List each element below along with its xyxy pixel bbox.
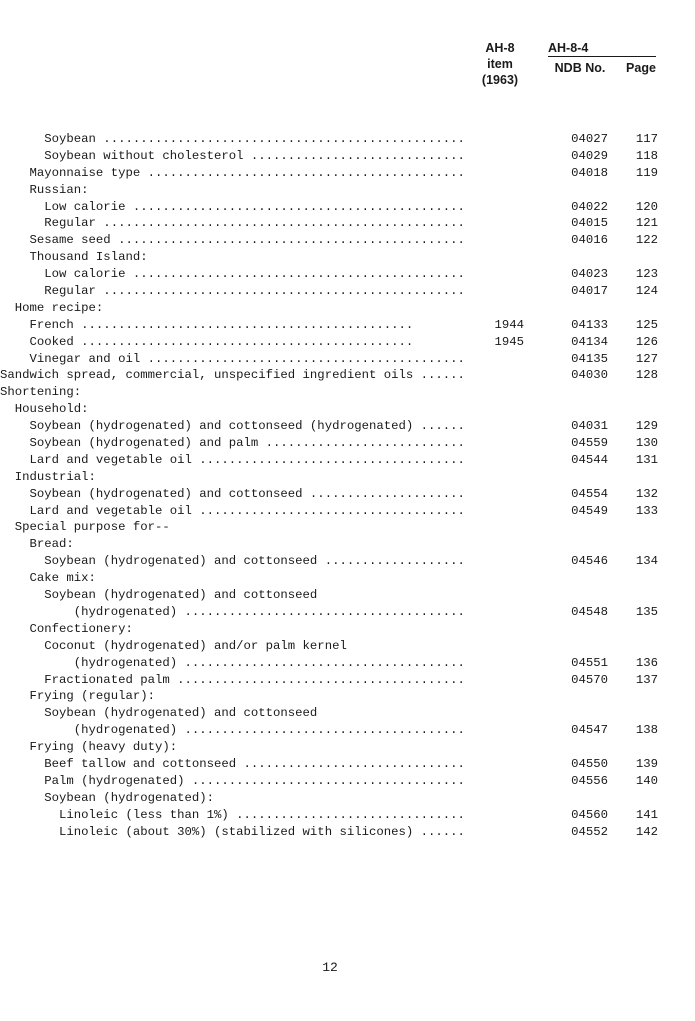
page-ref: 121 — [635, 216, 658, 231]
column-header-ndb-no: NDB No. — [554, 61, 606, 75]
entry-label: Shortening: — [0, 385, 82, 400]
entry-label: Low calorie ............................................. — [0, 267, 465, 282]
entry-label: Thousand Island: — [0, 250, 148, 265]
entry-label: Russian: — [0, 182, 89, 197]
index-row — [0, 722, 695, 739]
page-ref: 130 — [635, 436, 658, 451]
entry-label: Sesame seed ............................................... — [0, 233, 465, 248]
page-ref: 129 — [635, 419, 658, 434]
ndb-number: 04554 — [571, 486, 608, 501]
ndb-number: 04027 — [571, 132, 608, 146]
ndb-number: 04133 — [571, 317, 608, 332]
entry-label: Linoleic (less than 1%) ............................... — [0, 807, 465, 822]
entry-label: Linoleic (about 30%) (stabilized with silicones) ...... — [0, 824, 465, 839]
index-row — [0, 469, 695, 486]
index-row — [0, 435, 695, 452]
page-ref: 142 — [635, 824, 658, 839]
page-ref: 128 — [635, 368, 658, 383]
entry-label: (hydrogenated) ...................................... — [0, 655, 465, 670]
index-row — [0, 621, 695, 638]
entry-label: Household: — [0, 402, 89, 417]
index-row — [0, 688, 695, 705]
index-row — [0, 351, 695, 368]
entry-label: Soybean (hydrogenated) and cottonseed (hydrogenated) ...... — [0, 419, 465, 434]
entry-label: French ............................................. — [0, 317, 414, 332]
entry-label: Soybean (hydrogenated) and cottonseed — [0, 706, 318, 721]
index-row — [0, 705, 695, 722]
index-row — [0, 199, 695, 216]
index-row — [0, 384, 695, 401]
entry-label: Lard and vegetable oil .................................... — [0, 452, 465, 467]
index-row — [0, 536, 695, 553]
entry-label: Palm (hydrogenated) ..................................... — [0, 773, 465, 788]
ah8-label: AH-8 — [485, 41, 515, 55]
page-ref: 137 — [635, 672, 658, 687]
ndb-number: 04550 — [571, 756, 608, 771]
page-ref: 119 — [635, 165, 658, 180]
index-row — [0, 807, 695, 824]
index-row — [0, 824, 695, 841]
ndb-number: 04549 — [571, 503, 608, 518]
year-label: (1963) — [481, 73, 519, 87]
ah8-item-number: 1944 — [494, 317, 524, 332]
entry-label: Industrial: — [0, 469, 96, 484]
ndb-number: 04559 — [571, 436, 608, 451]
index-row — [0, 570, 695, 587]
index-row — [0, 232, 695, 249]
page-number: 12 — [322, 960, 338, 975]
ndb-number: 04556 — [571, 773, 608, 788]
index-row — [0, 182, 695, 199]
ndb-number: 04552 — [571, 824, 608, 839]
entry-label: Lard and vegetable oil .................................... — [0, 503, 465, 518]
ndb-number: 04029 — [571, 148, 608, 163]
column-header-page: Page — [626, 61, 656, 75]
entry-label: (hydrogenated) ...................................... — [0, 604, 465, 619]
entry-label: Bread: — [0, 537, 74, 552]
entry-label: Soybean (hydrogenated) and cottonseed ................... — [0, 554, 465, 569]
index-row — [0, 672, 695, 689]
index-row — [0, 418, 695, 435]
index-row — [0, 739, 695, 756]
page-ref: 135 — [635, 604, 658, 619]
index-row — [0, 148, 695, 165]
page-ref: 131 — [635, 452, 658, 467]
entry-label: Soybean (hydrogenated): — [0, 790, 215, 805]
entry-label: Soybean (hydrogenated) and cottonseed — [0, 588, 318, 603]
ndb-number: 04548 — [571, 604, 608, 619]
ndb-number: 04135 — [571, 351, 608, 366]
page-ref: 125 — [635, 317, 658, 332]
index-row — [0, 604, 695, 621]
entry-label: (hydrogenated) ...................................... — [0, 723, 465, 738]
entry-label: Coconut (hydrogenated) and/or palm kernel — [0, 638, 347, 653]
ndb-number: 04023 — [571, 267, 608, 282]
index-row — [0, 317, 695, 334]
ndb-number: 04016 — [571, 233, 608, 248]
ndb-number: 04018 — [571, 165, 608, 180]
index-row — [0, 334, 695, 351]
index-row — [0, 519, 695, 536]
index-row — [0, 249, 695, 266]
index-row — [0, 300, 695, 317]
entry-label: Soybean (hydrogenated) and palm ........................... — [0, 436, 465, 451]
index-row — [0, 790, 695, 807]
entry-label: Cake mix: — [0, 571, 96, 586]
entry-label: Fractionated palm ....................................... — [0, 672, 465, 687]
page-ref: 136 — [635, 655, 658, 670]
ndb-number: 04030 — [571, 368, 608, 383]
page-ref: 123 — [635, 267, 658, 282]
ndb-number: 04017 — [571, 284, 608, 299]
entry-label: Confectionery: — [0, 621, 133, 636]
entry-label: Frying (regular): — [0, 689, 155, 704]
ndb-number: 04134 — [571, 334, 608, 349]
entry-label: Low calorie ............................................. — [0, 199, 465, 214]
entry-label: Vinegar and oil ........................................... — [0, 351, 465, 366]
index-row — [0, 655, 695, 672]
ndb-number: 04022 — [571, 199, 608, 214]
ndb-number: 04015 — [571, 216, 608, 231]
ndb-number: 04544 — [571, 452, 608, 467]
entry-label: Frying (heavy duty): — [0, 740, 178, 755]
ndb-number: 04546 — [571, 554, 608, 569]
index-row — [0, 638, 695, 655]
page-ref: 126 — [635, 334, 658, 349]
index-row — [0, 503, 695, 520]
ndb-number: 04560 — [571, 807, 608, 822]
page-ref: 141 — [635, 807, 658, 822]
page-ref: 139 — [635, 756, 658, 771]
page-ref: 122 — [635, 233, 658, 248]
index-row — [0, 773, 695, 790]
entry-label: Beef tallow and cottonseed .............................. — [0, 756, 465, 771]
ndb-number: 04551 — [571, 655, 608, 670]
index-row — [0, 452, 695, 469]
index-row — [0, 215, 695, 232]
index-row — [0, 266, 695, 283]
ndb-number: 04031 — [571, 419, 608, 434]
ah8-item-number: 1945 — [494, 334, 524, 349]
index-row — [0, 165, 695, 182]
index-row — [0, 401, 695, 418]
column-header-ah8-item — [474, 40, 526, 88]
page-ref: 118 — [635, 148, 658, 163]
page-ref: 133 — [635, 503, 658, 518]
entry-label: Soybean ................................................. — [0, 132, 465, 146]
page-ref: 132 — [635, 486, 658, 501]
page-ref: 134 — [635, 554, 658, 569]
item-label: item — [487, 57, 513, 71]
index-row — [0, 553, 695, 570]
entry-label: Mayonnaise type ........................................... — [0, 165, 465, 180]
entry-label: Special purpose for-- — [0, 520, 170, 535]
column-header-ah84: AH-8-4 — [548, 41, 589, 55]
entry-label: Soybean without cholesterol ............................. — [0, 148, 465, 163]
ndb-number: 04547 — [571, 723, 608, 738]
entry-label: Sandwich spread, commercial, unspecified ingredient oils ...... — [0, 368, 465, 383]
index-row — [0, 587, 695, 604]
header-rule — [548, 56, 656, 57]
entry-label: Regular ................................................. — [0, 284, 465, 299]
entry-label: Cooked ............................................. — [0, 334, 414, 349]
index-row — [0, 131, 695, 148]
index-row — [0, 756, 695, 773]
page-ref: 127 — [635, 351, 658, 366]
index-row — [0, 367, 695, 384]
entry-label: Home recipe: — [0, 300, 104, 315]
page-ref: 138 — [635, 723, 658, 738]
entry-label: Regular ................................................. — [0, 216, 465, 231]
page-ref: 120 — [635, 199, 658, 214]
entry-label: Soybean (hydrogenated) and cottonseed ..................... — [0, 486, 465, 501]
index-row — [0, 283, 695, 300]
page-ref: 117 — [635, 132, 658, 146]
page-ref: 124 — [635, 284, 658, 299]
index-list — [0, 131, 695, 840]
index-row — [0, 486, 695, 503]
ndb-number: 04570 — [571, 672, 608, 687]
page-ref: 140 — [635, 773, 658, 788]
